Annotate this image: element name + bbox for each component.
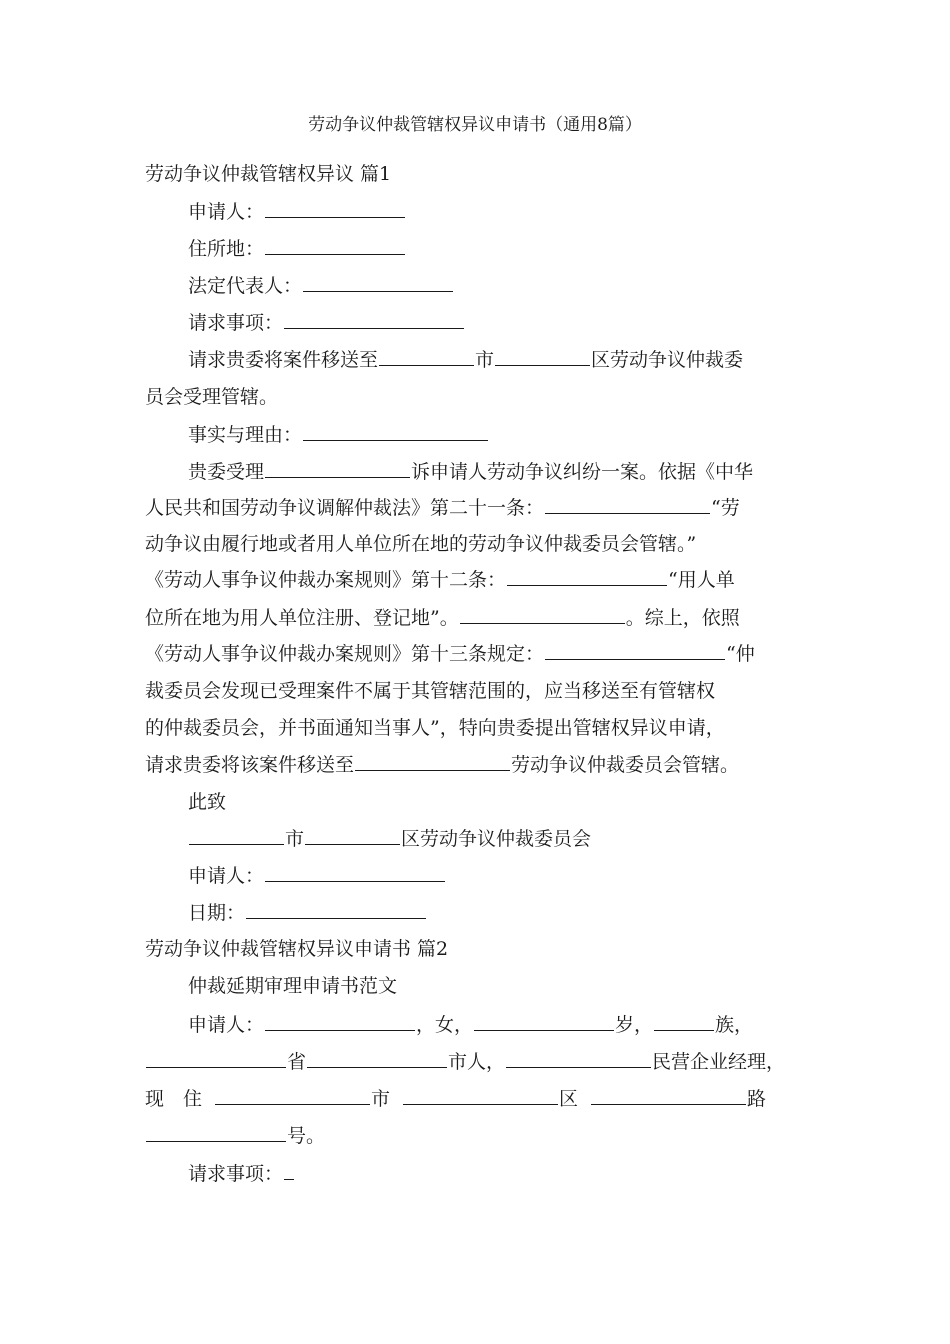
s2-age-blank — [474, 1012, 614, 1031]
s2-gender: ，女， — [416, 1014, 474, 1036]
para-line-1 — [188, 458, 753, 486]
p2-blank — [545, 495, 710, 514]
address-label: 住所地： — [188, 238, 265, 260]
p1-post: 诉申请人劳动争议纠纷一案。依据《中华 — [411, 461, 754, 483]
facts-blank — [303, 422, 488, 441]
s2-live-line — [145, 1085, 766, 1113]
s2-live-city: 市 — [371, 1088, 391, 1110]
request-pre: 请求贵委将案件移送至 — [188, 349, 379, 371]
date-blank — [246, 900, 426, 919]
recipient-city-blank — [189, 826, 284, 845]
salute-line — [188, 788, 226, 816]
s2-city-blank — [307, 1049, 447, 1068]
para-line-9 — [145, 751, 739, 779]
p6-blank — [545, 641, 725, 660]
para-line-8 — [145, 714, 725, 742]
s2-applicant-line — [188, 1011, 753, 1039]
s2-claims-label: 请求事项： — [188, 1163, 284, 1185]
s2-age: 岁， — [615, 1014, 654, 1036]
para-line-3 — [145, 530, 696, 558]
claims-label: 请求事项： — [188, 312, 284, 334]
section2-heading-text: 劳动争议仲裁管辖权异议申请书 篇2 — [145, 938, 449, 960]
s2-live-gap — [203, 1087, 213, 1105]
s2-province: 省 — [287, 1051, 307, 1073]
sign-applicant-line — [188, 862, 446, 890]
request-district: 区劳动争议仲裁委 — [591, 349, 744, 371]
s2-live-district-blank — [403, 1086, 558, 1105]
p1-blank — [265, 459, 410, 478]
s2-province-blank — [146, 1049, 286, 1068]
legal-rep-blank — [303, 273, 453, 292]
date-line — [188, 899, 427, 927]
s2-name-blank — [265, 1012, 415, 1031]
s2-live: 现 住 — [145, 1088, 203, 1110]
s2-number: 号。 — [287, 1125, 326, 1147]
sign-applicant-label: 申请人： — [188, 865, 265, 887]
recipient-district-blank — [305, 826, 400, 845]
p5-post: 。综上，依照 — [625, 607, 740, 629]
legal-rep-line — [188, 272, 454, 300]
p2-pre: 人民共和国劳动争议调解仲裁法》第二十一条： — [145, 497, 545, 519]
claims-line — [188, 309, 465, 337]
claims-blank — [284, 310, 464, 329]
request-city: 市 — [475, 349, 495, 371]
p4-pre: 《劳动人事争议仲裁办案规则》第十二条： — [145, 569, 507, 591]
request-end-line — [145, 383, 278, 411]
s2-ethnic: 族， — [715, 1014, 754, 1036]
recipient-city: 市 — [285, 828, 305, 850]
para-line-4 — [145, 566, 735, 594]
p9-post: 劳动争议仲裁委员会管辖。 — [511, 754, 740, 776]
s2-number-line — [145, 1122, 325, 1150]
applicant-line — [188, 198, 406, 226]
para-line-5 — [145, 604, 740, 632]
s2-live-road: 路 — [747, 1088, 767, 1110]
recipient-line — [188, 825, 591, 853]
para-line-2 — [145, 494, 740, 522]
p3-text: 动争议由履行地或者用人单位所在地的劳动争议仲裁委员会管辖。” — [145, 533, 697, 555]
s2-ethnic-blank — [654, 1012, 714, 1031]
p5-pre: 位所在地为用人单位注册、登记地”。 — [145, 607, 459, 629]
p7-text: 裁委员会发现已受理案件不属于其管辖范围的，应当移送至有管辖权 — [145, 680, 716, 702]
s2-applicant-label: 申请人： — [188, 1014, 265, 1036]
section1-heading-text: 劳动争议仲裁管辖权异议 篇1 — [145, 163, 392, 185]
p4-blank — [507, 567, 667, 586]
applicant-label: 申请人： — [188, 201, 265, 223]
s2-claims-blank — [284, 1161, 294, 1180]
sign-applicant-blank — [265, 863, 445, 882]
p1-pre: 贵委受理 — [188, 461, 265, 483]
date-label: 日期： — [188, 902, 246, 924]
s2-live-city-blank — [215, 1086, 370, 1105]
s2-live-district: 区 — [559, 1088, 579, 1110]
section2-subtitle — [188, 972, 397, 1000]
applicant-blank — [265, 199, 405, 218]
facts-label: 事实与理由： — [188, 424, 303, 446]
address-line — [188, 235, 406, 263]
para-line-6 — [145, 640, 755, 668]
document-title: 劳动争议仲裁管辖权异议申请书（通用8篇） — [308, 115, 642, 135]
request-end: 员会受理管辖。 — [145, 386, 279, 408]
legal-rep-label: 法定代表人： — [188, 275, 303, 297]
s2-city-gap — [391, 1087, 401, 1105]
s2-live-road-blank — [591, 1086, 746, 1105]
salute: 此致 — [188, 791, 227, 813]
para-line-7 — [145, 677, 715, 705]
p9-pre: 请求贵委将该案件移送至 — [145, 754, 355, 776]
s2-district-gap — [579, 1087, 589, 1105]
request-line — [188, 346, 743, 374]
recipient-post: 区劳动争议仲裁委员会 — [401, 828, 592, 850]
address-blank — [265, 236, 405, 255]
p8-text: 的仲裁委员会，并书面通知当事人”，特向贵委提出管辖权异议申请， — [145, 717, 725, 739]
p2-post: “劳 — [711, 497, 740, 519]
section1-heading — [145, 160, 391, 188]
p9-blank — [355, 752, 510, 771]
s2-number-blank — [146, 1123, 286, 1142]
p5-blank — [460, 605, 625, 624]
section2-subtitle-text: 仲裁延期审理申请书范文 — [188, 975, 398, 997]
facts-line — [188, 421, 489, 449]
p4-post: “用人单 — [668, 569, 735, 591]
s2-origin-line — [145, 1048, 785, 1076]
s2-city: 市人， — [448, 1051, 506, 1073]
p6-post: “仲 — [726, 643, 755, 665]
s2-job: 民营企业经理， — [652, 1051, 786, 1073]
p6-pre: 《劳动人事争议仲裁办案规则》第十三条规定： — [145, 643, 545, 665]
request-city-blank — [379, 347, 474, 366]
section2-heading — [145, 935, 448, 963]
request-district-blank — [495, 347, 590, 366]
s2-job-blank — [506, 1049, 651, 1068]
s2-claims-line — [188, 1160, 295, 1188]
